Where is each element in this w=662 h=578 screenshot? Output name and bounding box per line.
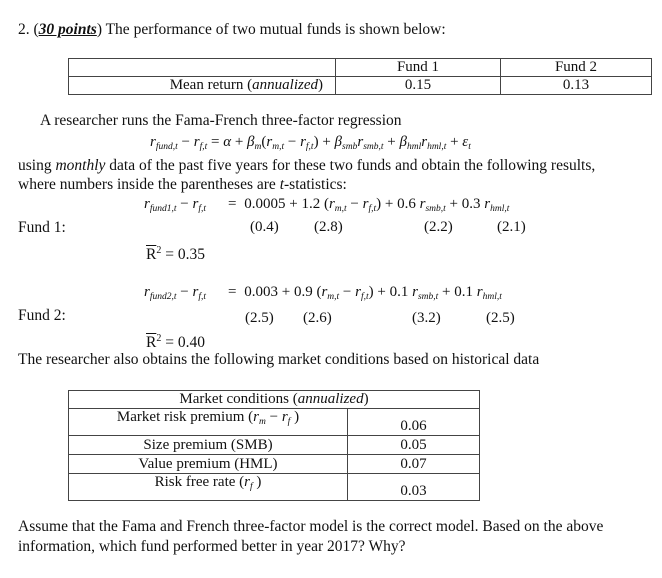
using-b: data of the past five years for these two funds and obtain the following results, [105,157,596,174]
eq-m-sub: m [254,142,262,152]
eq-rf2-sub: f,t [305,142,314,152]
f1-alpha: 0.0005 [244,196,286,212]
size-premium-value: 0.05 [348,436,480,455]
question-points: 30 points [38,21,97,38]
using2-b: -statistics: [284,176,347,193]
f2-minus: − [176,284,193,300]
eq-epsilon: ε [462,134,469,150]
f2-rf-sub: f,t [198,292,206,302]
f2-plus-1: + [281,284,294,300]
f1-plus-2: + [384,196,398,212]
f2-beta-m: 0.9 [293,284,313,300]
mt-title-suffix: ) [363,391,369,407]
f1-rsmb: r [419,196,426,212]
f1-rf-sub: f,t [198,204,206,214]
mean-return-suffix: ) [318,77,323,93]
f2-beta-smb: 0.1 [389,284,409,300]
returns-table [68,58,652,95]
f2-rhml: r [476,284,483,300]
f2-alpha: 0.003 [244,284,278,300]
points-close: ) [96,21,102,38]
fund1-r2: $\overline{R}^2 = 0.35$ [146,245,205,264]
mean-return-prefix: Mean return ( [169,77,253,93]
market-risk-value: 0.06 [348,409,480,436]
eq-rf-sub: f,t [199,142,208,152]
f1-beta-hml: 0.3 [461,196,481,212]
f2-rf2-sub: f,t [360,292,369,302]
researcher-text: A researcher runs the Fama-French three-factor regression [40,112,402,129]
f1-rf: r [192,196,199,212]
fund2-t-alpha: (2.5) [245,310,274,326]
risk-free-value: 0.03 [348,474,480,501]
f2-minus-2: − [339,284,356,300]
f1-r2-value: = 0.35 [161,246,205,264]
market-risk-label: Market risk premium ($r_m - r_f$ ) [69,409,348,436]
f1-rm: r [328,196,335,212]
f1-eq: = [228,196,241,212]
f2-r: r [144,284,150,300]
rf-label-text: Risk free rate ( [154,474,245,490]
eq-smbt-sub: smb,t [363,142,384,152]
risk-free-label: Risk free rate ($r_f$ ) [69,474,348,501]
mrp-label-text: Market risk premium ( [116,409,254,425]
eq-minus-2: − [284,134,301,150]
market-table-title [69,391,480,409]
f1-smb-sub: smb,t [425,204,446,214]
eq-r-smb: r [357,134,364,150]
f2-rf2: r [355,284,361,300]
points-open: ( [33,21,39,38]
fund1-t-smb: (2.2) [424,219,453,235]
eq-beta-m: β [247,134,255,150]
f1-r: r [144,196,150,212]
returns-header-blank [69,59,336,77]
f1-rhml: r [484,196,491,212]
eq-r-f: r [193,134,200,150]
fund1-mean-return: 0.15 [336,77,501,95]
fund2-mean-return: 0.13 [501,77,652,95]
eq-r-fund: r [150,134,156,150]
fund2-label: Fund 2: [18,307,66,324]
eq-mt-sub: m,t [272,142,285,152]
f2-mt-sub: m,t [327,292,340,302]
eq-beta-smb: β [334,134,343,150]
using-line-2 [18,176,347,194]
f2-plus-2: + [377,284,390,300]
question-intro: The performance of two mutual funds is shown below: [105,21,446,38]
eq-equals: = [207,134,224,150]
fund2-t-m: (2.6) [303,310,332,326]
eq-plus-1: + [231,134,248,150]
eq-plus-4: + [446,134,463,150]
eq-hmlt-sub: hml,t [427,142,447,152]
f2-rsmb: r [412,284,418,300]
f2-beta-hml: 0.1 [454,284,473,300]
f2-rm: r [321,284,328,300]
size-premium-label: Size premium (SMB) [69,436,348,455]
f1-r2-label: $\overline{R}$ [146,246,157,264]
f2-smb-sub: smb,t [417,292,439,302]
value-premium-label: Value premium (HML) [69,455,348,474]
f2-plus-3: + [442,284,455,300]
f1-plus-1: + [289,196,302,212]
eq-hml-sub: hml [406,142,422,152]
returns-col-fund2: Fund 2 [501,59,652,77]
mt-title-prefix: Market conditions ( [179,391,298,407]
f1-beta-m: 1.2 [301,196,321,212]
eq-r-f2: r [300,134,306,150]
fund1-t-m: (2.8) [314,219,343,235]
fund2-t-hml: (2.5) [486,310,515,326]
f1-rf2: r [362,196,369,212]
question-header [18,21,446,39]
eq-minus: − [177,134,194,150]
fund1-label: Fund 1: [18,219,66,236]
eq-eps-sub: t [468,142,471,152]
f1-minus: − [176,196,193,212]
eq-plus-3: + [383,134,400,150]
f2-r2-label: $\overline{R}$ [146,334,157,352]
f1-hml-sub: hml,t [490,204,510,214]
mean-return-italic: annualized [252,77,318,93]
f1-beta-smb: 0.6 [397,196,416,212]
eq-r-hml: r [421,134,428,150]
using-italic: monthly [55,157,106,174]
regression-equation [150,134,471,152]
mt-title-italic: annualized [297,391,364,407]
question-number: 2. [18,21,30,38]
fund2-rhs: = 0.003 + 0.9 $(r_{m,t} - r_{f,t}) + 0.1$ $r_{smb,t} + 0.1$ $r_{hml,t}$ [228,284,502,302]
f1-minus-2: − [346,196,363,212]
using-line-1 [18,157,595,175]
fund2-lhs [144,284,206,302]
using2-a: where numbers inside the parentheses are [18,176,280,193]
f2-eq: = [228,284,241,300]
eq-plus-2: + [318,134,335,150]
fund1-lhs [144,196,206,214]
f2-hml-sub: hml,t [482,292,502,302]
eq-paren-open: ( [261,134,267,150]
using-a: using [18,157,56,174]
eq-paren-close: ) [313,134,319,150]
returns-col-fund1: Fund 1 [336,59,501,77]
f1-sub: fund1,t [149,204,177,214]
fund2-r2: $\overline{R}^2 = 0.40$ [146,333,205,352]
f2-sub: fund2,t [149,292,177,302]
value-premium-value: 0.07 [348,455,480,474]
f2-rf: r [192,284,199,300]
f1-rf2-sub: f,t [368,204,377,214]
market-intro: The researcher also obtains the following market conditions based on historical data [18,351,540,368]
fund1-t-hml: (2.1) [497,219,526,235]
market-table [68,390,480,501]
fund2-t-smb: (3.2) [412,310,441,326]
closing-line-2: information, which fund performed better in year 2017? Why? [18,538,406,555]
f1-mt-sub: m,t [334,204,347,214]
fund1-t-alpha: (0.4) [250,219,279,235]
fund1-rhs: = 0.0005 + 1.2 $(r_{m,t} - r_{f,t}) + 0.6$ $r_{smb,t} + 0.3$ $r_{hml,t}$ [228,196,510,214]
mean-return-label [69,77,336,95]
f1-plus-3: + [449,196,462,212]
f2-r2-value: = 0.40 [161,334,205,352]
eq-fund-sub: fund,t [155,142,178,152]
eq-r-m: r [266,134,273,150]
eq-smb-sub: smb [342,142,358,152]
closing-line-1: Assume that the Fama and French three-factor model is the correct model. Based on the above [18,518,604,535]
eq-beta-hml: β [399,134,407,150]
using2-italic: t [279,176,284,193]
eq-alpha: α [223,134,232,150]
